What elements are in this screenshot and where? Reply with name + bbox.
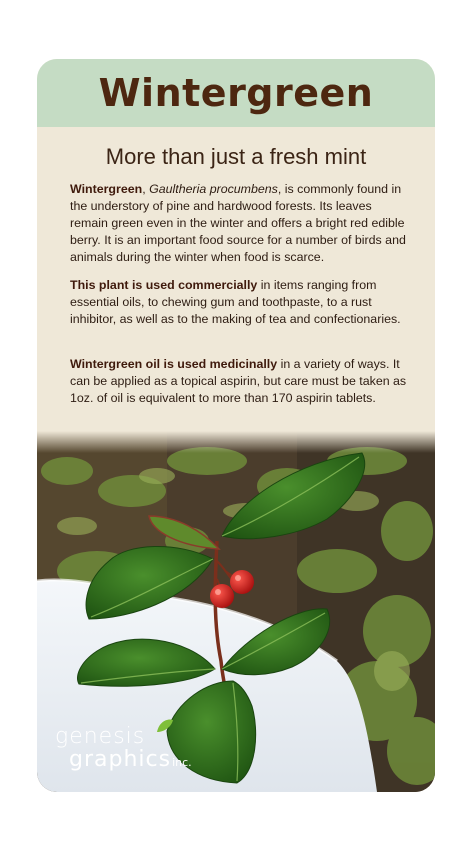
paragraph-lead: Wintergreen bbox=[70, 182, 143, 196]
info-card bbox=[37, 59, 435, 792]
latin-name: Gaultheria procumbens bbox=[149, 182, 278, 196]
paragraph-description bbox=[70, 181, 410, 266]
logo-line2 bbox=[69, 747, 192, 776]
paragraph-lead: This plant is used commercially bbox=[70, 278, 258, 292]
paragraph-medicinal bbox=[70, 356, 410, 407]
header-band bbox=[37, 59, 435, 127]
company-logo bbox=[55, 724, 235, 784]
paragraph-commercial bbox=[70, 277, 410, 328]
paragraph-text: in a variety of ways. It can be applied as a topical aspirin, but care must be taken as 1oz. of oil is equivalent to more than 170 aspirin tablets. bbox=[70, 357, 407, 405]
subtitle: More than just a fresh mint bbox=[105, 144, 367, 169]
logo-line1: genesis bbox=[55, 724, 146, 749]
berry bbox=[210, 584, 234, 608]
paragraph-text: , bbox=[142, 182, 150, 196]
paragraph-text: , is commonly found in the understory of pine and hardwood forests. Its leaves remain green even in the winter and offers a bright red edible berry. It is an important food source for a number of birds and animals during the winter when food is scarce. bbox=[70, 182, 406, 264]
page-title: Wintergreen bbox=[98, 71, 374, 115]
leaf-icon bbox=[155, 718, 175, 734]
paragraph-lead: Wintergreen oil is used medicinally bbox=[70, 357, 278, 371]
logo-suffix: inc. bbox=[172, 756, 192, 769]
paragraph-text: in items ranging from essential oils, to chewing gum and toothpaste, to a rust inhibitor, as well as to the making of tea and confectionaries. bbox=[70, 278, 401, 326]
logo-line2-text: graphics bbox=[69, 747, 172, 772]
berry bbox=[230, 570, 254, 594]
